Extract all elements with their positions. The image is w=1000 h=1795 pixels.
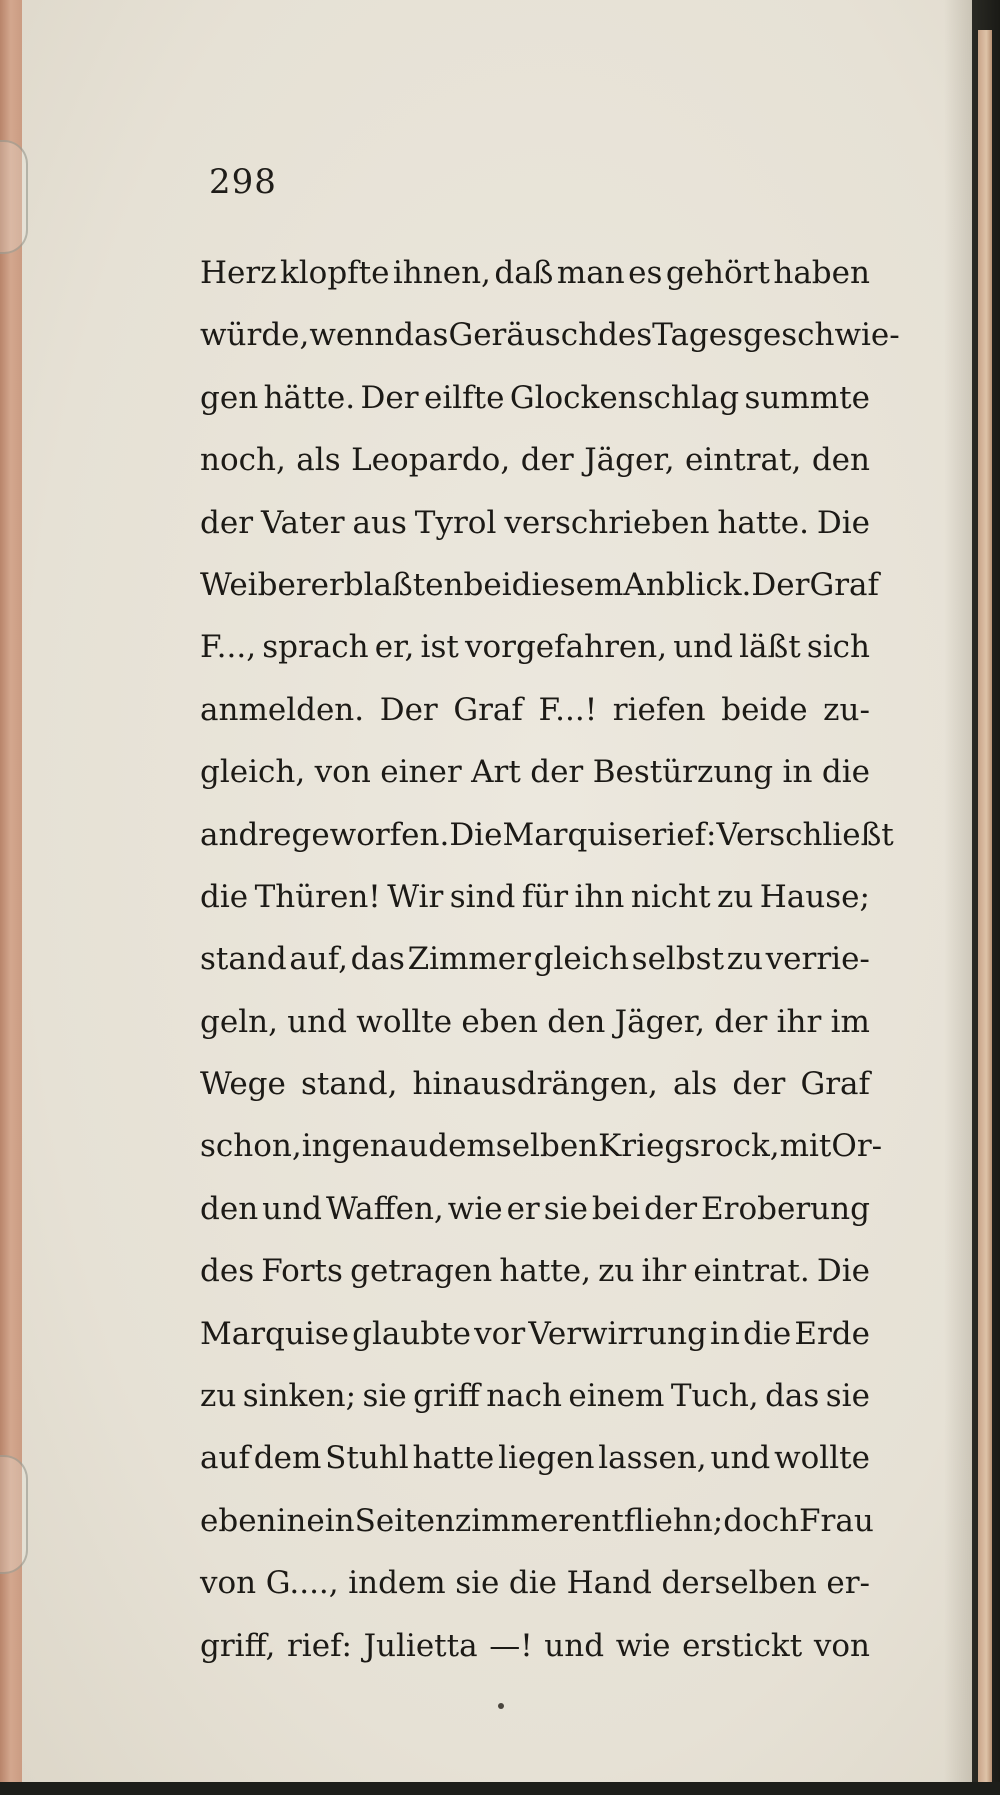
word: Frau (799, 1502, 874, 1539)
gutter-shadow (944, 0, 972, 1782)
word: den (200, 1190, 259, 1227)
word: auf (200, 1440, 250, 1477)
word: sich (806, 629, 870, 666)
word: hatte (412, 1440, 495, 1477)
word: man (556, 255, 625, 291)
word: gen (200, 379, 259, 416)
binding-tab-bottom (0, 1455, 28, 1574)
text-line (200, 1053, 870, 1115)
word: läßt (739, 629, 801, 666)
word: zu- (823, 691, 870, 728)
word: des (598, 317, 653, 354)
word: sie (455, 1565, 500, 1602)
word: Eroberung (701, 1190, 870, 1227)
word: Marquise (502, 816, 652, 853)
word: griff (413, 1378, 480, 1415)
word: stand, (300, 1066, 398, 1103)
word: glaubte (352, 1315, 472, 1352)
word: in (710, 1315, 740, 1352)
word: lassen, (598, 1440, 707, 1477)
word: gleich, (200, 754, 306, 791)
word: liegen (498, 1440, 595, 1477)
word: von (200, 1565, 257, 1602)
word: Erde (794, 1315, 870, 1352)
word: eintrat, (685, 442, 802, 479)
word: Wege (200, 1066, 286, 1103)
word: sie (543, 1190, 588, 1227)
text-line (200, 928, 870, 990)
word: vorgefahren, (464, 629, 668, 666)
word: des (200, 1253, 255, 1290)
word: der (200, 504, 254, 541)
word: Die (816, 1253, 870, 1290)
text-line (200, 991, 870, 1053)
word: summte (744, 379, 870, 416)
word: Tuch, (670, 1378, 759, 1415)
word: Graf (800, 1066, 870, 1103)
word: Waffen, (325, 1190, 444, 1227)
word: demselben (428, 1128, 599, 1165)
word: Leopardo, (351, 442, 511, 479)
word: beide (721, 691, 808, 728)
text-line (200, 242, 870, 304)
word: rief: (651, 816, 717, 853)
word: sinken; (242, 1378, 357, 1415)
text-line (200, 866, 870, 928)
word: mit (779, 1128, 832, 1165)
text-line (200, 1303, 870, 1365)
word: einem (568, 1378, 665, 1415)
word: hinausdrängen, (412, 1066, 658, 1103)
word: Bestürzung (592, 754, 774, 791)
word: Glockenschlag (509, 379, 740, 416)
text-line (200, 429, 870, 491)
word: geschwie- (743, 317, 900, 354)
word: die (200, 878, 249, 915)
word: zu (716, 878, 754, 915)
word: aus (352, 504, 407, 541)
word: hätte. (263, 379, 356, 416)
text-line (200, 741, 870, 803)
word: wollte (774, 1440, 870, 1477)
word: diesem (511, 566, 624, 603)
word: stand (200, 941, 287, 978)
word: sie (362, 1378, 407, 1415)
word: gehört (665, 255, 770, 291)
word: derselben (661, 1565, 817, 1602)
word: genau (331, 1128, 429, 1165)
binding-tab-top (0, 140, 28, 254)
word: das (394, 317, 449, 354)
word: es (628, 255, 663, 291)
word: eben (200, 1502, 277, 1539)
word: in (276, 1502, 307, 1539)
word: im (830, 1003, 870, 1040)
text-line (200, 804, 894, 866)
word: den (811, 442, 870, 479)
word: geln, (200, 1003, 278, 1040)
word: Wir (387, 878, 444, 915)
word: und (710, 1440, 771, 1477)
word: ihr (641, 1253, 687, 1290)
word: ihr (776, 1003, 822, 1040)
word: der (714, 1003, 768, 1040)
next-page-sliver (978, 30, 992, 1785)
word: er- (826, 1565, 870, 1602)
word: von (813, 1627, 870, 1664)
word: G...., (265, 1565, 339, 1602)
word: dem (253, 1440, 322, 1477)
word: Weiber (200, 566, 311, 603)
word: —! (489, 1627, 533, 1664)
word: anmelden. (200, 691, 365, 728)
text-line (200, 492, 870, 554)
word: Der (751, 566, 810, 603)
word: Seitenzimmer (354, 1502, 574, 1539)
word: verschrieben (504, 504, 710, 541)
word: F...! (538, 691, 598, 728)
word: Zimmer (407, 941, 531, 978)
word: Thüren! (254, 878, 381, 915)
word: zu (726, 941, 764, 978)
word: selbst (631, 941, 725, 978)
text-line (200, 1115, 883, 1177)
word: wenn (309, 317, 395, 354)
word: und (287, 1003, 347, 1040)
word: nicht (630, 878, 711, 915)
word: er (506, 1190, 540, 1227)
word: Julietta (363, 1627, 478, 1664)
word: wie (615, 1627, 671, 1664)
word: schon, (200, 1128, 302, 1165)
word: zu (200, 1378, 237, 1415)
word: verrie- (765, 941, 870, 978)
word: in (782, 754, 813, 791)
text-line (200, 367, 870, 429)
page-number: 298 (209, 162, 277, 202)
word: zu (598, 1253, 635, 1290)
word: geworfen. (291, 816, 450, 853)
text-line (200, 1240, 870, 1302)
word: ihnen, (392, 255, 491, 291)
text-line (200, 1490, 874, 1552)
word: das (765, 1378, 820, 1415)
word: auf, (289, 941, 348, 978)
word: entfliehn; (573, 1502, 724, 1539)
word: noch, (200, 442, 286, 479)
word: das (350, 941, 405, 978)
word: den (547, 1003, 606, 1040)
text-line (200, 1365, 870, 1427)
text-line (200, 679, 870, 741)
word: Jäger, (614, 1003, 706, 1040)
word: indem (348, 1565, 446, 1602)
word: wollte (356, 1003, 453, 1040)
page-edge-bottom (0, 1782, 1000, 1795)
word: doch (723, 1502, 800, 1539)
text-line (200, 1552, 870, 1614)
word: ein (306, 1502, 355, 1539)
word: F..., (200, 629, 257, 666)
ink-speck (498, 1703, 504, 1709)
word: griff, (200, 1627, 276, 1664)
word: Geräusch (448, 317, 599, 354)
word: Verschließt (716, 816, 894, 853)
word: hatte. (717, 504, 809, 541)
word: der (520, 442, 574, 479)
text-line (200, 1427, 870, 1489)
word: Marquise (200, 1315, 350, 1352)
word: erstickt (682, 1627, 803, 1664)
word: sprach (262, 629, 369, 666)
word: Graf (453, 691, 523, 728)
word: in (301, 1128, 332, 1165)
word: und (673, 629, 733, 666)
word: sie (825, 1378, 870, 1415)
word: Or- (831, 1128, 883, 1165)
word: eilfte (423, 379, 505, 416)
word: Forts (261, 1253, 343, 1290)
word: ist (420, 629, 459, 666)
word: Verwirrung (528, 1315, 707, 1352)
text-line (200, 304, 900, 366)
word: sind (449, 878, 516, 915)
word: klopfte (279, 255, 390, 291)
word: als (672, 1066, 718, 1103)
word: haben (773, 255, 870, 291)
word: getragen (350, 1253, 493, 1290)
word: Hand (566, 1565, 652, 1602)
word: Graf (809, 566, 879, 603)
word: Der (379, 691, 438, 728)
word: die (743, 1315, 792, 1352)
word: erblaßten (310, 566, 464, 603)
word: Herz (200, 255, 277, 291)
word: der (644, 1190, 698, 1227)
word: für (521, 878, 569, 915)
word: andre (200, 816, 292, 853)
word: wie (447, 1190, 503, 1227)
word: würde, (200, 317, 310, 354)
word: und (262, 1190, 322, 1227)
text-line (200, 554, 879, 616)
word: einer (380, 754, 462, 791)
word: Vater (260, 504, 345, 541)
word: vor (474, 1315, 526, 1352)
text-line (200, 1615, 870, 1677)
word: Der (360, 379, 419, 416)
word: Hause; (759, 878, 870, 915)
text-line (200, 1178, 870, 1240)
word: als (296, 442, 341, 479)
word: und (544, 1627, 605, 1664)
word: Die (816, 504, 870, 541)
word: die (508, 1565, 558, 1602)
word: hatte, (499, 1253, 591, 1290)
word: Kriegsrock, (598, 1128, 780, 1165)
word: ihn (574, 878, 625, 915)
word: er, (374, 629, 415, 666)
word: rief: (286, 1627, 352, 1664)
word: Tyrol (414, 504, 497, 541)
word: bei (463, 566, 512, 603)
word: nach (486, 1378, 562, 1415)
word: die (821, 754, 870, 791)
word: daß (494, 255, 554, 291)
word: der (530, 754, 584, 791)
word: Tages (652, 317, 744, 354)
word: gleich (533, 941, 629, 978)
text-line (200, 616, 870, 678)
word: eben (461, 1003, 538, 1040)
word: Jäger, (584, 442, 675, 479)
word: der (732, 1066, 786, 1103)
word: Art (471, 754, 521, 791)
word: Die (449, 816, 503, 853)
word: eintrat. (693, 1253, 810, 1290)
body-text (200, 242, 900, 1677)
word: von (314, 754, 371, 791)
word: bei (591, 1190, 641, 1227)
word: riefen (612, 691, 706, 728)
word: Anblick. (623, 566, 752, 603)
word: Stuhl (325, 1440, 409, 1477)
